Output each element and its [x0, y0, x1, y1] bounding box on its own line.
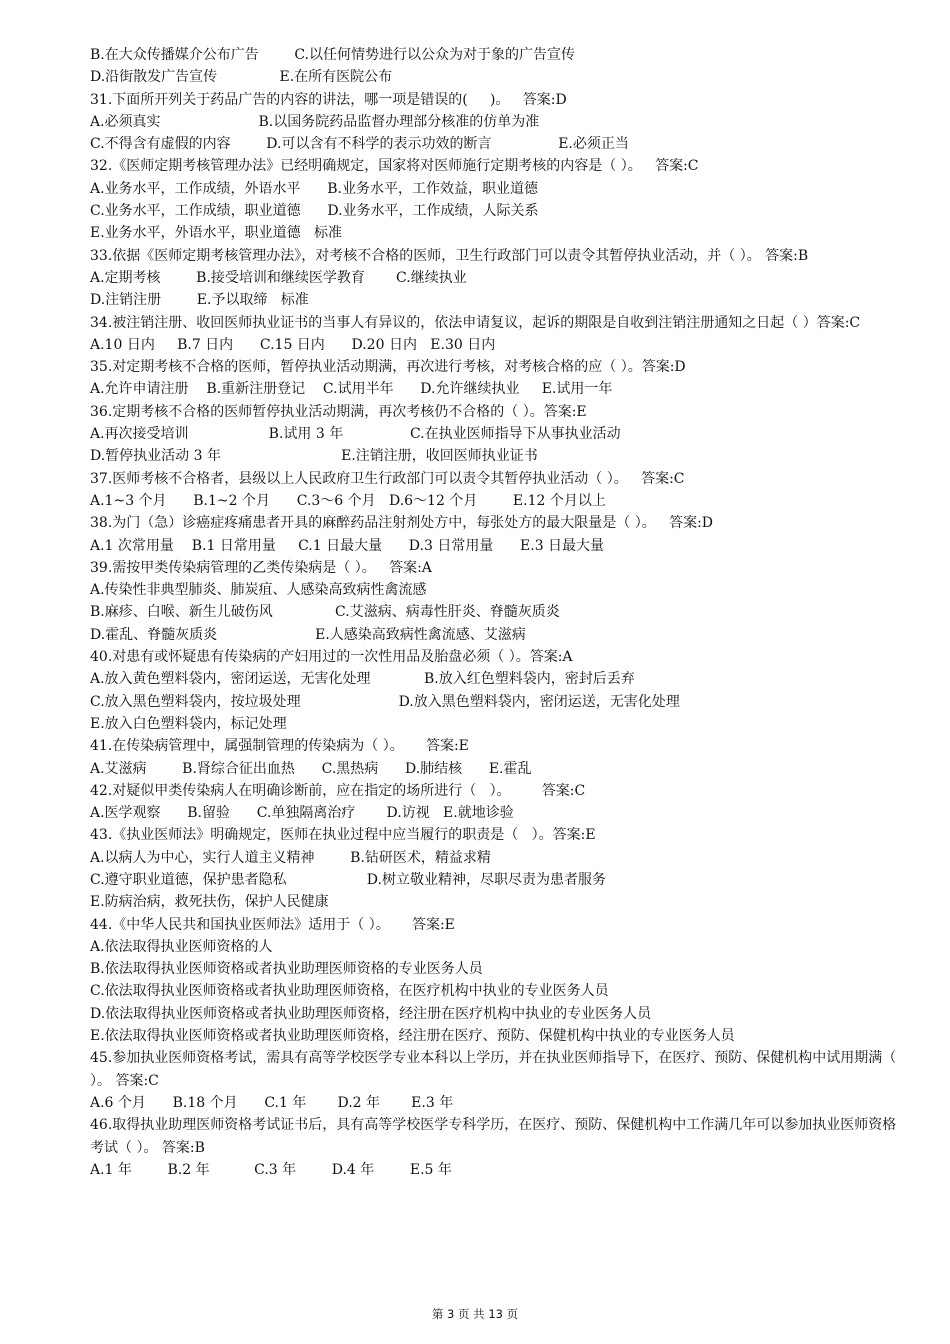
text-line: B.在大众传播媒介公布广告 C.以任何情势进行以公众为对于象的广告宣传: [90, 47, 576, 63]
text-line: D.沿街散发广告宣传 E.在所有医院公布: [90, 69, 393, 86]
option-line: A.1~3 个月 B.1~2 个月 C.3～6 个月 D.6～12 个月 E.12 个月以上: [90, 492, 606, 509]
question-line: 35.对定期考核不合格的医师，暂停执业活动期满，再次进行考核，对考核合格的应（ ）。答案:D: [90, 359, 686, 376]
option-line: E.防病治病，救死扶伤，保护人民健康: [90, 894, 329, 911]
option-line: C.遵守职业道德，保护患者隐私 D.树立敬业精神，尽职尽责为患者服务: [90, 871, 606, 888]
question-line: 34.被注销注册、收回医师执业证书的当事人有异议的，依法申请复议，起诉的期限是自收到注销注册通知之日起（ ）答案:C: [90, 314, 861, 331]
option-line: B.依法取得执业医师资格或者执业助理医师资格的专业医务人员: [90, 961, 483, 978]
question-line: 41.在传染病管理中，属强制管理的传染病为（ ）。 答案:E: [90, 738, 469, 755]
question-line: 31.下面所开列关于药品广告的内容的讲法，哪一项是错误的( )。 答案:D: [90, 91, 567, 108]
option-line: A.允许申请注册 B.重新注册登记 C.试用半年 D.允许继续执业 E.试用一年: [90, 381, 613, 398]
question-line: 44.《中华人民共和国执业医师法》适用于（ ）。 答案:E: [90, 916, 455, 933]
option-line: C.依法取得执业医师资格或者执业助理医师资格，在医疗机构中执业的专业医务人员: [90, 983, 609, 1000]
option-line: C.不得含有虚假的内容 D.可以含有不科学的表示功效的断言 E.必须正当: [90, 136, 629, 153]
question-line: 40.对患有或怀疑患有传染病的产妇用过的一次性用品及胎盘必须（ ）。答案:A: [90, 649, 573, 666]
option-line: A.业务水平，工作成绩，外语水平 B.业务水平，工作效益，职业道德: [90, 180, 538, 197]
question-line: 45.参加执业医师资格考试，需具有高等学校医学专业本科以上学历，并在执业医师指导下，在医疗、预防、保健机构中试用期满（ ）。 答案:C: [90, 1050, 897, 1089]
question-line: 39.需按甲类传染病管理的乙类传染病是（ ）。 答案:A: [90, 559, 432, 576]
option-line: E.业务水平，外语水平，职业道德 标准: [90, 225, 343, 242]
option-line: A.必须真实 B.以国务院药品监督办理部分核准的仿单为准: [90, 113, 540, 130]
option-line: D.注销注册 E.予以取缔 标准: [90, 292, 309, 309]
question-line: 42.对疑似甲类传染病人在明确诊断前，应在指定的场所进行（ ）。 答案:C: [90, 782, 586, 799]
question-line: 46.取得执业助理医师资格考试证书后，具有高等学校医学专科学历，在医疗、预防、保健机构中工作满几年可以参加执业医师资格考试（ ）。 答案:B: [90, 1117, 897, 1156]
document-body: [90, 44, 910, 1181]
option-line: A.10 日内 B.7 日内 C.15 日内 D.20 日内 E.30 日内: [90, 336, 496, 353]
option-line: A.放入黄色塑料袋内，密闭运送，无害化处理 B.放入红色塑料袋内，密封后丢弃: [90, 671, 635, 688]
option-line: A.传染性非典型肺炎、肺炭疽、人感染高致病性禽流感: [90, 582, 427, 599]
option-line: A.以病人为中心，实行人道主义精神 B.钻研医术，精益求精: [90, 849, 491, 866]
option-line: A.6 个月 B.18 个月 C.1 年 D.2 年 E.3 年: [90, 1094, 454, 1111]
question-line: 32.《医师定期考核管理办法》已经明确规定，国家将对医师施行定期考核的内容是（ ）。 答案:C: [90, 158, 699, 175]
option-line: A.依法取得执业医师资格的人: [90, 938, 273, 955]
question-line: 36.定期考核不合格的医师暂停执业活动期满，再次考核仍不合格的（ ）。答案:E: [90, 403, 587, 420]
option-line: E.放入白色塑料袋内，标记处理: [90, 715, 287, 732]
option-line: C.放入黑色塑料袋内，按垃圾处理 D.放入黑色塑料袋内，密闭运送，无害化处理: [90, 693, 680, 710]
option-line: A.1 年 B.2 年 C.3 年 D.4 年 E.5 年: [90, 1161, 452, 1178]
option-line: D.暂停执业活动 3 年 E.注销注册，收回医师执业证书: [90, 448, 538, 465]
option-line: E.依法取得执业医师资格或者执业助理医师资格，经注册在医疗、预防、保健机构中执业的专业医务人员: [90, 1028, 735, 1045]
option-line: A.1 次常用量 B.1 日常用量 C.1 日最大量 D.3 日常用量 E.3 日最大量: [90, 537, 605, 554]
option-line: A.再次接受培训 B.试用 3 年 C.在执业医师指导下从事执业活动: [90, 426, 621, 443]
option-line: A.医学观察 B.留验 C.单独隔离治疗 D.访视 E.就地诊验: [90, 805, 514, 822]
question-line: 37.医师考核不合格者，县级以上人民政府卫生行政部门可以责令其暂停执业活动（ ）。 答案:C: [90, 470, 685, 487]
option-line: A.艾滋病 B.肾综合征出血热 C.黑热病 D.肺结核 E.霍乱: [90, 760, 532, 777]
page-footer: 第 3 页 共 13 页: [431, 1307, 519, 1321]
option-line: D.依法取得执业医师资格或者执业助理医师资格，经注册在医疗机构中执业的专业医务人员: [90, 1005, 652, 1022]
option-line: B.麻疹、白喉、新生儿破伤风 C.艾滋病、病毒性肝炎、脊髓灰质炎: [90, 604, 560, 621]
option-line: A.定期考核 B.接受培训和继续医学教育 C.继续执业: [90, 269, 467, 286]
question-line: 43.《执业医师法》明确规定，医师在执业过程中应当履行的职责是（ ）。答案:E: [90, 827, 596, 844]
option-line: D.霍乱、脊髓灰质炎 E.人感染高致病性禽流感、艾滋病: [90, 626, 526, 643]
question-line: 38.为门（急）诊癌症疼痛患者开具的麻醉药品注射剂处方中，每张处方的最大限量是（ ）。 答案:D: [90, 515, 714, 532]
option-line: C.业务水平，工作成绩，职业道德 D.业务水平，工作成绩，人际关系: [90, 203, 539, 220]
question-line: 33.依据《医师定期考核管理办法》，对考核不合格的医师，卫生行政部门可以责令其暂停执业活动，并（ ）。 答案:B: [90, 247, 809, 264]
